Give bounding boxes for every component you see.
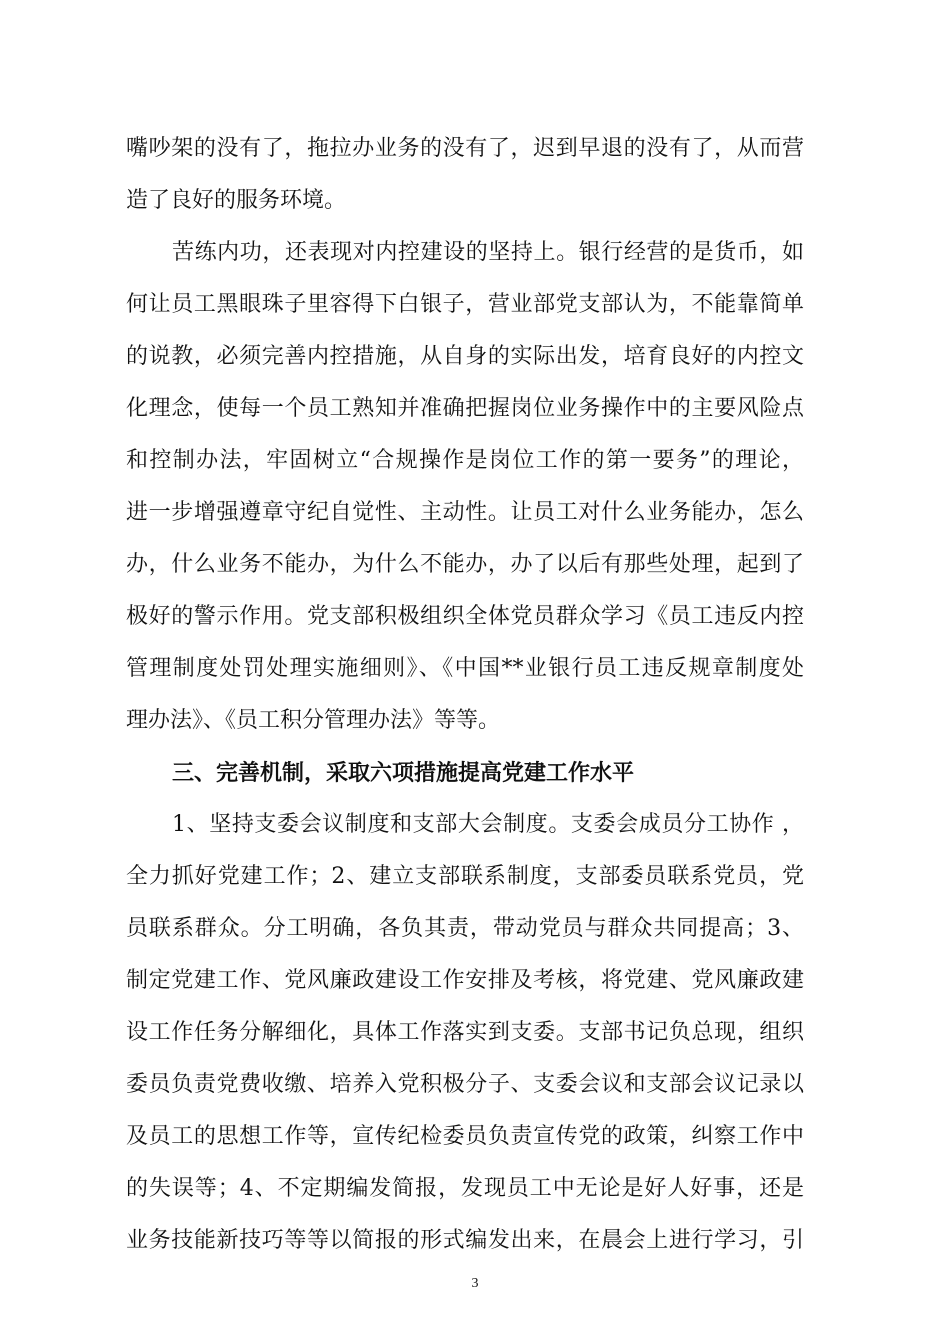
text-line: 极好的警示作用。党支部积极组织全体党员群众学习《员工违反内控 bbox=[126, 604, 804, 629]
text-line: 办，什么业务不能办，为什么不能办，办了以后有那些处理，起到了 bbox=[126, 552, 804, 577]
text-line: 员联系群众。分工明确，各负其责，带动党员与群众共同提高；3、 bbox=[126, 916, 804, 941]
text-line: 管理制度处罚处理实施细则》、《中国**业银行员工违反规章制度处 bbox=[126, 656, 804, 681]
text-line: 业务技能新技巧等等以简报的形式编发出来，在晨会上进行学习，引 bbox=[126, 1228, 804, 1253]
text-line: 的说教，必须完善内控措施，从自身的实际出发，培育良好的内控文 bbox=[126, 344, 804, 369]
text-line: 制定党建工作、党风廉政建设工作安排及考核，将党建、党风廉政建 bbox=[126, 968, 804, 993]
text-line: 委员负责党费收缴、培养入党积极分子、支委会议和支部会议记录以 bbox=[126, 1072, 804, 1097]
text-line: 全力抓好党建工作；2、建立支部联系制度，支部委员联系党员，党 bbox=[126, 864, 804, 889]
text-line: 苦练内功，还表现对内控建设的坚持上。银行经营的是货币，如 bbox=[172, 240, 804, 265]
text-line: 及员工的思想工作等，宣传纪检委员负责宣传党的政策，纠察工作中 bbox=[126, 1124, 804, 1149]
text-line: 嘴吵架的没有了，拖拉办业务的没有了，迟到早退的没有了，从而营 bbox=[126, 136, 804, 161]
section-heading: 三、完善机制，采取六项措施提高党建工作水平 bbox=[172, 760, 635, 786]
text-line: 造了良好的服务环境。 bbox=[126, 188, 347, 213]
text-line: 1、坚持支委会议制度和支部大会制度。支委会成员分工协作 ， bbox=[172, 812, 804, 837]
text-line: 的失误等；4、不定期编发简报，发现员工中无论是好人好事，还是 bbox=[126, 1176, 804, 1201]
text-line: 何让员工黑眼珠子里容得下白银子，营业部党支部认为，不能靠简单 bbox=[126, 292, 804, 317]
text-line: 理办法》、《员工积分管理办法》等等。 bbox=[126, 708, 501, 733]
text-line: 化理念，使每一个员工熟知并准确把握岗位业务操作中的主要风险点 bbox=[126, 396, 804, 421]
page-number: 3 bbox=[471, 1276, 479, 1291]
text-line: 进一步增强遵章守纪自觉性、主动性。让员工对什么业务能办，怎么 bbox=[126, 500, 804, 525]
text-line: 设工作任务分解细化，具体工作落实到支委。支部书记负总现，组织 bbox=[126, 1020, 804, 1045]
text-line: 和控制办法，牢固树立“合规操作是岗位工作的第一要务”的理论， bbox=[126, 448, 804, 473]
